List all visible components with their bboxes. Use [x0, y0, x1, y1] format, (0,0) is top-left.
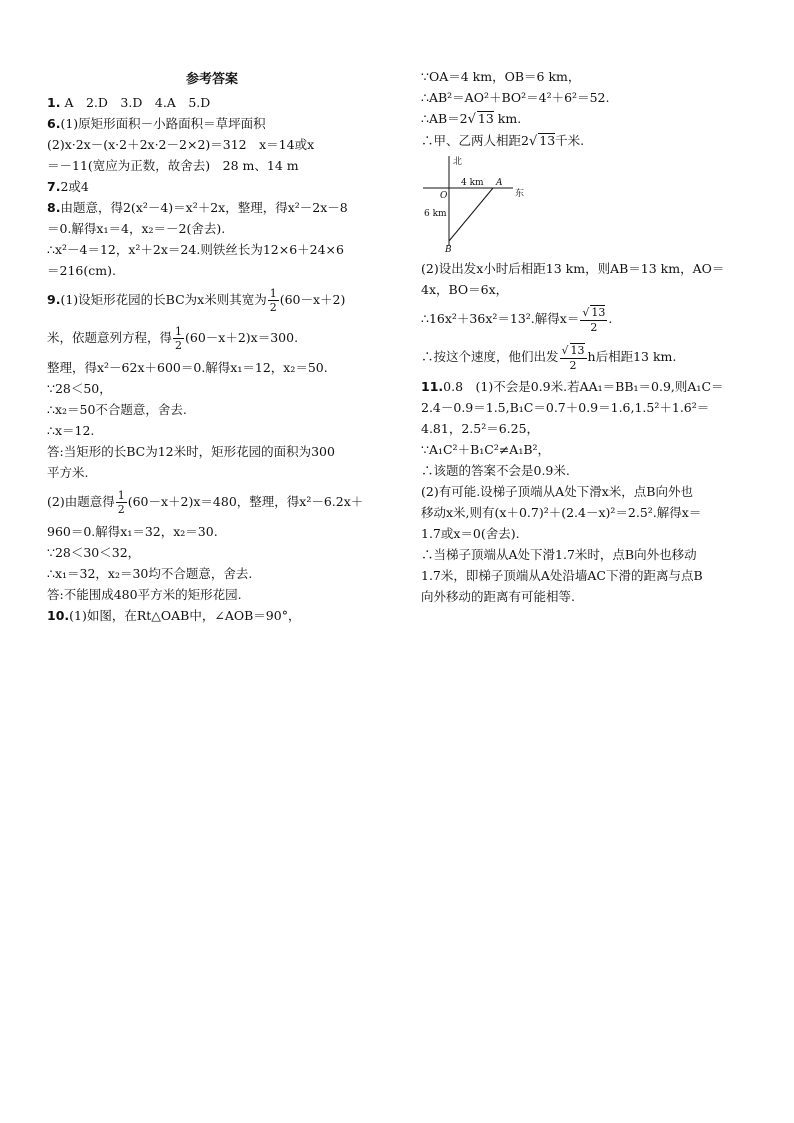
answer-line: ∵28＜50， [47, 381, 112, 396]
fraction [173, 325, 184, 352]
answer-6 [47, 113, 377, 176]
answer-line: (2)设出发x小时后相距13 km，则AB＝13 km，AO＝ [421, 261, 725, 276]
answer-line: 0.8 [443, 379, 464, 394]
oa-length-label: 4 km [461, 178, 484, 188]
fraction [116, 489, 127, 516]
answer-line: ∴x₁＝32，x₂＝30均不合题意，舍去. [47, 566, 253, 581]
fraction-numerator: 1 [117, 489, 125, 502]
answer-line: 1.7米，即梯子顶端从A处沿墙AC下滑的距离与点B [421, 568, 703, 583]
answer-line: 米，依题意列方程，得 [47, 330, 173, 345]
answer-line: ∴x₂＝50不合题意，舍去. [47, 402, 187, 417]
answer-line: ∴AB＝2 [421, 111, 468, 126]
fraction-denominator: 2 [269, 301, 277, 314]
answer-line: (60－x＋2)x＝480，整理，得x²－6.2x＋ [127, 494, 364, 509]
question-number: 8. [47, 200, 61, 215]
answer-line: 4.81，2.5²＝6.25， [421, 421, 540, 436]
answer-line: 4x，BO＝6x， [421, 282, 509, 297]
sqrt-sign: √ [561, 344, 569, 357]
answer-line: (1)原矩形面积－小路面积＝草坪面积 [60, 116, 266, 131]
answer-9 [47, 281, 377, 605]
answer-line: 向外移动的距离有可能相等. [421, 589, 575, 604]
answer-line: (2)x·2x－(x·2＋2x·2－2×2)＝312 x＝14或x [47, 137, 315, 152]
answer-10-continued [421, 66, 757, 376]
fraction-denominator: 2 [175, 339, 183, 352]
fraction-denominator: 2 [117, 503, 125, 516]
radicand: 13 [570, 344, 585, 357]
fraction-denominator: 2 [590, 321, 598, 334]
point-a-label: A [496, 178, 503, 188]
answer-line: ＝－11(宽应为正数，故舍去) 28 m、14 m [47, 158, 299, 173]
sqrt-sign: √ [467, 112, 476, 127]
fraction-numerator [580, 305, 607, 321]
answer-line: ＝0.解得x₁＝4，x₂＝－2(舍去). [47, 221, 226, 236]
radicand: 13 [591, 306, 606, 319]
answer-10-start [47, 605, 377, 626]
answer-line: 2.4－0.9＝1.5,B₁C＝0.7＋0.9＝1.6,1.5²＋1.6²＝ [421, 400, 710, 415]
answer-line: 千米. [555, 133, 585, 148]
question-number: 9. [47, 292, 61, 307]
answer-line: ∴AB²＝AO²＋BO²＝4²＋6²＝52. [421, 90, 610, 105]
answer-line: ∵28＜30＜32， [47, 545, 141, 560]
question-number: 11. [421, 379, 444, 394]
answer-line: h后相距13 km. [587, 349, 677, 364]
east-label: 东 [515, 189, 525, 199]
answer-line: ∴16x²＋36x²＝13².解得x＝ [421, 311, 580, 326]
fraction-numerator [560, 343, 587, 359]
answer-text: 2或4 [60, 179, 89, 194]
answer-line: (2)有可能.设梯子顶端从A处下滑x米，点B向外也 [421, 484, 693, 499]
fraction [268, 287, 279, 314]
answer-line: 答:不能围成480平方米的矩形花园. [47, 587, 242, 602]
radicand: 13 [477, 111, 494, 126]
sqrt-sign: √ [528, 134, 538, 149]
left-column [47, 66, 377, 626]
answer-line: ∴甲、乙两人相距2 [421, 133, 529, 148]
answer-line: ∵A₁C²＋B₁C²≠A₁B²， [421, 442, 551, 457]
answer-line: ∴x²－4＝12，x²＋2x＝24.则铁丝长为12×6＋24×6 [47, 242, 344, 257]
answer-line: 1.7或x＝0(舍去). [421, 526, 520, 541]
radicand: 13 [539, 133, 556, 148]
answer-line: (1)设矩形花园的长BC为x米则其宽为 [60, 292, 267, 307]
fraction [580, 305, 607, 334]
fraction-numerator: 1 [175, 325, 183, 338]
answer-line: 960＝0.解得x₁＝32，x₂＝30. [47, 524, 218, 539]
answer-line: (1)不会是0.9米.若AA₁＝BB₁＝0.9,则A₁C＝ [463, 379, 724, 394]
answer-1-5 [47, 92, 377, 113]
question-number: 1. [47, 95, 61, 110]
answer-11 [421, 376, 757, 607]
answer-line: ＝216(cm). [47, 263, 116, 278]
answer-line: (60－x＋2)x＝300. [185, 330, 299, 345]
segment-ab [449, 188, 493, 241]
question-number: 6. [47, 116, 61, 131]
answer-7 [47, 176, 377, 197]
answer-line: 由题意，得2(x²－4)＝x²＋2x，整理，得x²－2x－8 [60, 200, 348, 215]
direction-diagram [421, 154, 541, 254]
point-o-label: O [440, 191, 448, 201]
ob-length-label: 6 km [424, 209, 447, 219]
fraction-numerator: 1 [269, 287, 277, 300]
north-label: 北 [453, 157, 463, 167]
answer-line: 平方米. [47, 465, 89, 480]
answer-line: ∴按这个速度，他们出发 [421, 349, 559, 364]
fraction [560, 343, 587, 372]
sqrt-sign: √ [582, 306, 590, 319]
right-column [421, 66, 757, 607]
answer-line: (1)如图，在Rt△OAB中，∠AOB＝90°， [69, 608, 301, 623]
question-number: 10. [47, 608, 70, 623]
answer-line: ∵OA＝4 km，OB＝6 km， [421, 69, 581, 84]
fraction-denominator: 2 [569, 359, 577, 372]
point-b-label: B [445, 245, 452, 254]
page-title: 参考答案 [185, 72, 238, 87]
answer-line: ∴x＝12. [47, 423, 95, 438]
answer-line: (2)由题意得 [47, 494, 115, 509]
answer-line: . [608, 311, 613, 326]
answer-line: (60－x＋2) [279, 292, 346, 307]
answer-line: 整理，得x²－62x＋600＝0.解得x₁＝12，x₂＝50. [47, 360, 328, 375]
answer-line: ∴该题的答案不会是0.9米. [421, 463, 570, 478]
answer-line: ∴当梯子顶端从A处下滑1.7米时，点B向外也移动 [421, 547, 697, 562]
answer-line: km. [493, 111, 522, 126]
question-number: 7. [47, 179, 61, 194]
answer-text: A 2.D 3.D 4.A 5.D [64, 95, 211, 110]
answer-8 [47, 197, 377, 281]
answer-line: 移动x米,则有(x＋0.7)²＋(2.4－x)²＝2.5².解得x＝ [421, 505, 702, 520]
answer-line: 答:当矩形的长BC为12米时，矩形花园的面积为300 [47, 444, 335, 459]
